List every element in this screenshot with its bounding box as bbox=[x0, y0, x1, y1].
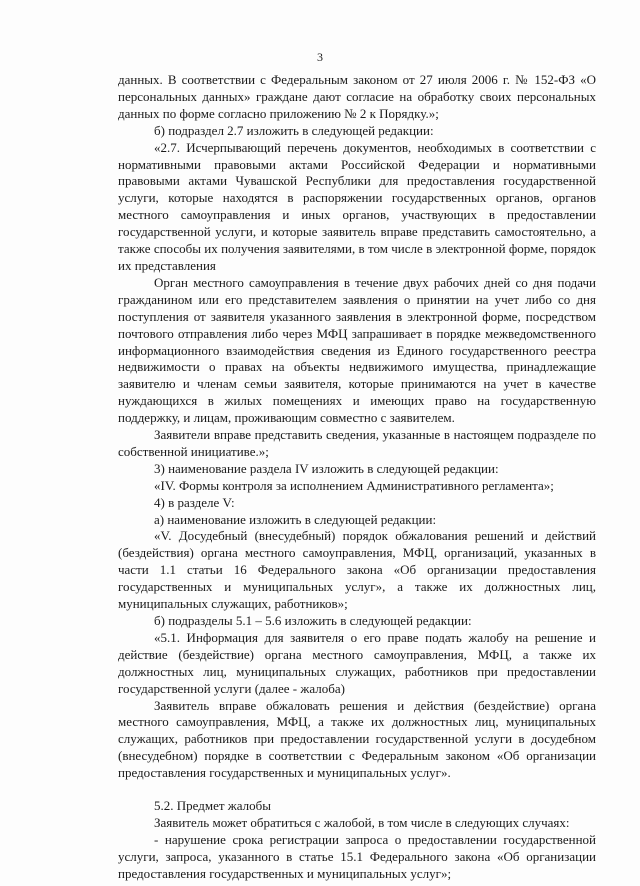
paragraph: Орган местного самоуправления в течение двух рабочих дней со дня подачи гражданином или его представителем заявления о принятии на учет либо со дня поступления от заявителя указанного заявления в электронной форме, посредством почтового отправления либо через МФЦ запрашивает в порядке межведомственного информационного взаимодействия сведения из Единого государственного реестра недвижимости о правах на объекты недвижимого имущества, принадлежащие заявителю и членам семьи заявителя, которые принимаются на учет в качестве нуждающихся в жилых помещениях и имеющих право на государственную поддержку, и лицам, проживающим совместно с заявителем. bbox=[118, 274, 596, 426]
paragraph: «2.7. Исчерпывающий перечень документов, необходимых в соответствии с нормативными правовыми актами Российской Федерации и нормативными правовыми актами Чувашской Республики для предоставления государственной услуги, которые находятся в распоряжении государственных органов, органов местного самоуправления и иных органов, участвующих в предоставлении государственной услуги, и которые заявитель вправе представить самостоятельно, а также способы их получения заявителями, в том числе в электронной форме, порядок их представления bbox=[118, 139, 596, 273]
paragraph: «IV. Формы контроля за исполнением Административного регламента»; bbox=[154, 477, 554, 493]
paragraph: Заявитель может обратиться с жалобой, в том числе в следующих случаях: bbox=[154, 814, 570, 830]
paragraph: «5.1. Информация для заявителя о его праве подать жалобу на решение и действие (бездействие) органа местного самоуправления, МФЦ, а также их должностных лиц, муниципальных служащих, работников при предоставлении государственной услуги (далее - жалоба) bbox=[118, 629, 596, 696]
paragraph: б) подраздел 2.7 изложить в следующей редакции: bbox=[154, 122, 434, 138]
paragraph: б) подразделы 5.1 – 5.6 изложить в следующей редакции: bbox=[154, 613, 472, 628]
paragraph: - нарушение срока регистрации запроса о предоставлении государственной услуги, запроса, указанного в статье 15.1 Федерального закона «Об организации предоставления государственных и муниципальных услуг»; bbox=[118, 831, 596, 881]
paragraph: «V. Досудебный (внесудебный) порядок обжалования решений и действий (бездействия) органа местного самоуправления, МФЦ, организаций, указанных в части 1.1 статьи 16 Федерального закона «Об организации предоставления государственных и муниципальных услуг», а также их должностных лиц, муниципальных служащих, работников»; bbox=[118, 528, 596, 612]
section-heading: 5.2. Предмет жалобы bbox=[154, 798, 271, 814]
paragraph: Заявители вправе представить сведения, указанные в настоящем подразделе по собственной инициативе.»; bbox=[118, 427, 596, 459]
paragraph: а) наименование изложить в следующей редакции: bbox=[154, 511, 437, 527]
paragraph: 3) наименование раздела IV изложить в следующей редакции: bbox=[154, 460, 499, 476]
page-number: 3 bbox=[317, 50, 323, 64]
paragraph: Заявитель вправе обжаловать решения и действия (бездействие) органа местного самоуправления, МФЦ, а также их должностных лиц, муниципальных служащих, работников при предоставлении государственной услуги в досудебном (внесудебном) порядке в соответствии с Федеральным законом «Об организации предоставления государственных и муниципальных услуг». bbox=[118, 697, 596, 781]
document-body bbox=[118, 72, 596, 883]
paragraph: 4) в разделе V: bbox=[154, 494, 235, 510]
paragraph: данных. В соответствии с Федеральным законом от 27 июля 2006 г. № 152-ФЗ «О персональных данных» граждане дают согласие на обработку своих персональных данных по форме согласно приложению № 2 к Порядку.»; bbox=[118, 72, 596, 121]
